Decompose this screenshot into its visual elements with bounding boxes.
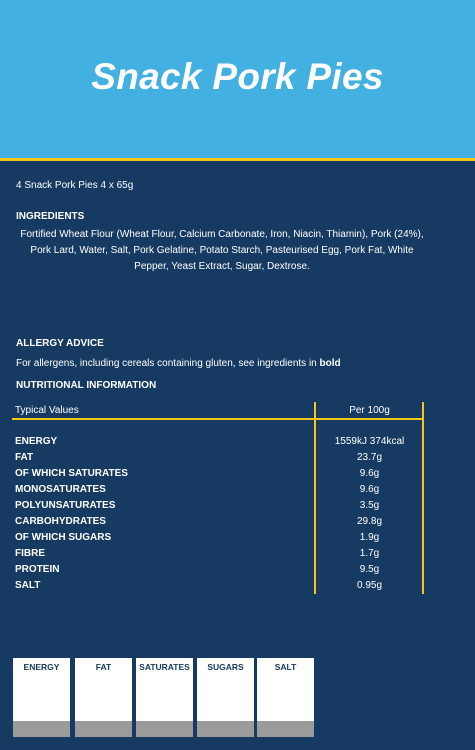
- tile-footer: [136, 721, 193, 737]
- nutrient-value: 9.6g: [359, 468, 380, 479]
- per-100g-header: Per 100g: [349, 405, 390, 416]
- header-divider: [0, 158, 475, 161]
- tile-label: SATURATES: [139, 662, 190, 672]
- header-banner: [0, 0, 475, 158]
- allergy-text: [16, 358, 341, 369]
- nutrient-value: 29.8g: [356, 516, 383, 527]
- table-row: [15, 516, 425, 532]
- allergy-text-body: For allergens, including cereals containing gluten, see ingredients in: [16, 358, 317, 369]
- allergy-heading: ALLERGY ADVICE: [16, 338, 104, 349]
- tile-footer: [13, 721, 70, 737]
- allergy-text-emphasis: bold: [319, 358, 341, 369]
- nutrient-name: FIBRE: [15, 548, 45, 559]
- nutrient-value: 0.95g: [356, 580, 383, 591]
- table-row: [15, 484, 425, 500]
- tile-label: SALT: [274, 662, 297, 672]
- tile-fat: [75, 658, 132, 737]
- nutrient-value: 1559kJ 374kcal: [334, 436, 405, 447]
- tile-label: FAT: [95, 662, 112, 672]
- ingredients-heading: INGREDIENTS: [16, 211, 85, 222]
- nutrient-name: MONOSATURATES: [15, 484, 106, 495]
- nutrient-name: OF WHICH SATURATES: [15, 468, 128, 479]
- tile-footer: [257, 721, 314, 737]
- nutrition-table: [15, 436, 425, 596]
- table-row: [15, 468, 425, 484]
- table-row: [15, 564, 425, 580]
- table-row: [15, 580, 425, 596]
- nutrient-name: FAT: [15, 452, 34, 463]
- tile-energy: [13, 658, 70, 737]
- nutrient-value: 1.7g: [359, 548, 380, 559]
- nutrient-value: 9.6g: [359, 484, 380, 495]
- ingredients-text: Fortified Wheat Flour (Wheat Flour, Calcium Carbonate, Iron, Niacin, Thiamin), Pork (24%), Pork Lard, Water, Salt, Pork Gelatine, Potato Starch, Pasteurised Egg, Pork Fat, White Pepper, Yeast Extract, Sugar, Dextrose.: [20, 229, 424, 272]
- tile-label: ENERGY: [23, 662, 60, 672]
- table-row: [15, 436, 425, 452]
- pack-size: 4 Snack Pork Pies 4 x 65g: [16, 180, 134, 191]
- nutrient-name: PROTEIN: [15, 564, 60, 575]
- table-header-rule: [12, 418, 423, 420]
- table-row: [15, 500, 425, 516]
- nutrition-heading: NUTRITIONAL INFORMATION: [16, 380, 157, 391]
- table-row: [15, 452, 425, 468]
- table-row: [15, 548, 425, 564]
- tile-salt: [257, 658, 314, 737]
- tile-footer: [75, 721, 132, 737]
- table-row: [15, 532, 425, 548]
- tile-saturates: [136, 658, 193, 737]
- nutrient-value: 3.5g: [359, 500, 380, 511]
- nutrient-value: 9.5g: [359, 564, 380, 575]
- tile-sugars: [197, 658, 254, 737]
- nutrient-name: POLYUNSATURATES: [15, 500, 116, 511]
- nutrient-value: 23.7g: [356, 452, 383, 463]
- tile-footer: [197, 721, 254, 737]
- tile-label: SUGARS: [207, 662, 244, 672]
- nutrient-name: OF WHICH SUGARS: [15, 532, 112, 543]
- nutrient-name: ENERGY: [15, 436, 58, 447]
- nutrient-value: 1.9g: [359, 532, 380, 543]
- product-title: Snack Pork Pies: [91, 56, 384, 97]
- typical-values-header: Typical Values: [15, 405, 79, 416]
- nutrient-name: SALT: [15, 580, 41, 591]
- nutrient-name: CARBOHYDRATES: [15, 516, 106, 527]
